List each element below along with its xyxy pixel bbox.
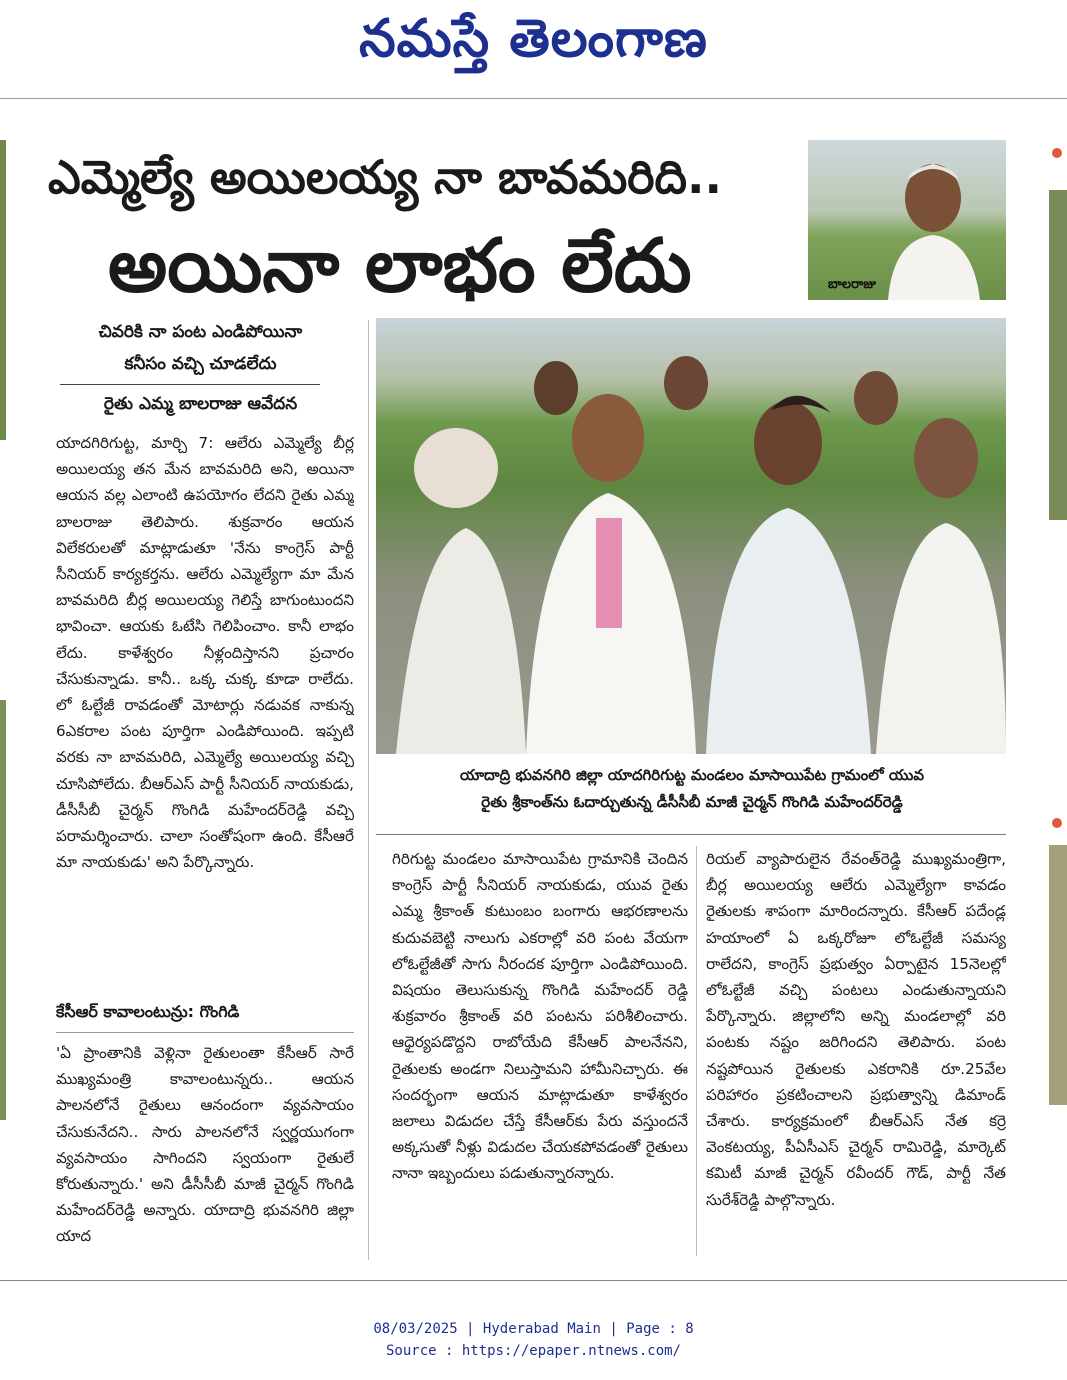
adjacent-article-photo-left — [0, 140, 6, 440]
adjacent-article-photo-right-2 — [1049, 845, 1067, 1105]
bullet-dot-icon — [1052, 818, 1062, 828]
bottom-rule — [0, 1280, 1067, 1281]
footer-edition: 08/03/2025 | Hyderabad Main | Page : 8 — [373, 1321, 694, 1337]
newspaper-logo: నమస్తే తెలంగాణ — [359, 8, 708, 69]
adjacent-article-photo-right — [1049, 190, 1067, 520]
article-column-2 — [392, 846, 688, 1258]
caption-rule — [376, 834, 1006, 835]
headline-line2: అయినా లాభం లేదు — [108, 223, 692, 309]
portrait-figure-icon — [808, 140, 1006, 300]
deck-rule — [60, 384, 320, 385]
inset-photo-label: బాలరాజు — [828, 277, 876, 292]
deck-line3: రైతు ఎమ్మ బాలరాజు ఆవేదన — [103, 394, 298, 414]
footer — [0, 1318, 1067, 1362]
subhead-rule — [56, 1032, 354, 1033]
deck — [48, 316, 353, 380]
footer-source-link[interactable]: Source : https://epaper.ntnews.com/ — [385, 1343, 681, 1359]
column-divider — [368, 320, 369, 1260]
article-subhead: కేసీఆర్ కావాలంటున్రు: గొంగిడి — [56, 1002, 240, 1021]
masthead-rule — [0, 98, 1067, 99]
bullet-dot-icon — [1052, 148, 1062, 158]
headline-line1: ఎమ్మెల్యే అయిలయ్య నా బావమరిది.. — [48, 150, 722, 204]
photo-caption-line2: రైతు శ్రీకాంత్‌ను ఓదార్చుతున్న డీసీసీబీ మాజీ చైర్మన్ గొంగిడి మహేందర్‌రెడ్డి — [481, 793, 903, 811]
article-column-1 — [56, 430, 354, 990]
photo-caption-line1: యాదాద్రి భువనగిరి జిల్లా యాదగిరిగుట్ట మండలం మాసాయిపేట గ్రామంలో యువ — [459, 766, 925, 784]
deck-line2: కనీసం వచ్చి చూడలేదు — [124, 354, 277, 374]
main-news-photo — [376, 318, 1006, 754]
article-column-3 — [706, 846, 1006, 1258]
deck-line1: చివరికి నా పంట ఎండిపోయినా — [98, 322, 303, 342]
inset-portrait-photo — [808, 140, 1006, 300]
adjacent-article-photo-left-2 — [0, 700, 6, 1120]
article-paragraph: 'ఏ ప్రాంతానికి వెళ్లినా రైతులంతా కేసీఆర్ సారే ముఖ్యమంత్రి కావాలంటున్నరు.. ఆయన పాలనలోనే రైతులు ఆనందంగా వ్యవసాయం చేసుకునేదని.. సారు పాలనలోనే స్వర్ణయుగంగా వ్యవసాయం సాగిందని స్వయంగా రైతులే కోరుతున్నారు.' అని డీసీసీబీ మాజీ చైర్మన్ గొంగిడి మహేందర్‌రెడ్డి అన్నారు. యాదాద్రి భువనగిరి జిల్లా యాద — [56, 1044, 354, 1246]
column-divider — [696, 846, 697, 1256]
masthead — [0, 0, 1067, 80]
article-paragraph: యాదగిరిగుట్ట, మార్చి 7: ఆలేరు ఎమ్మెల్యే బీర్ల అయిలయ్య తన మేన బావమరిది అని, అయినా ఆయన వల్ల ఎలాంటి ఉపయోగం లేదని రైతు ఎమ్మ బాలరాజు తెలిపారు. శుక్రవారం ఆయన విలేకరులతో మాట్లాడుతూ 'నేను కాంగ్రెస్ పార్టీ సీనియర్ కార్యకర్తను. ఆలేరు ఎమ్మెల్యేగా మా మేన బావమరిది బీర్ల అయిలయ్య గెలిస్తే బాగుంటుందని భావించా. ఆయకు ఓటేసి గెలిపించాం. కానీ లాభం లేదు. కాళేశ్వరం నీళ్లందిస్తానని ప్రచారం చేసుకున్నాడు. కానీ.. ఒక్క చుక్క కూడా రాలేదు. లో ఓల్టేజీ రావడంతో మోటార్లు నడువక నాకున్న 6ఎకరాల పంట పూర్తిగా ఎండిపోయింది. ఇప్పటి వరకు నా బావమరిది, ఎమ్మెల్యే అయిలయ్య వచ్చి చూసిపోలేదు. బీఆర్‌ఎస్ పార్టీ సీనియర్ నాయకుడు, డీసీసీబీ చైర్మన్ గొంగిడి మహేందర్‌రెడ్డి వచ్చి పరామర్శించారు. చాలా సంతోషంగా ఉంది. కేసీఆరే మా నాయకుడు' అని పేర్కొన్నారు. — [56, 434, 354, 872]
article-column-1b — [56, 1040, 354, 1260]
article-paragraph: గిరిగుట్ట మండలం మాసాయిపేట గ్రామానికి చెందిన కాంగ్రెస్ పార్టీ సీనియర్ నాయకుడు, యువ రైతు ఎమ్మ శ్రీకాంత్ కుటుంబం బంగారు ఆభరణాలను కుదువబెట్టి నాలుగు ఎకరాల్లో వరి పంట వేయగా లోఓల్టేజీతో సాగు నీరందక పూర్తిగా ఎండిపోయింది. విషయం తెలుసుకున్న గొంగిడి మహేందర్ రెడ్డి శుక్రవారం శ్రీకాంత్ వరి పంటను పరిశీలించారు. ఆధైర్యపడొద్దని రాబోయేది కేసీఆర్ పాలనేనని, రైతులకు అండగా నిలుస్తామని హామీనిచ్చారు. ఈ సందర్భంగా ఆయన మాట్లాడుతూ కాళేశ్వరం జలాలు విడుదల చేస్తే కేసీఆర్‌కు పేరు వస్తుందనే అక్కసుతో నీళ్లు విడుదల చేయకపోవడంతో రైతులు నానా ఇబ్బందులు పడుతున్నారన్నారు. — [392, 850, 688, 1183]
photo-people-illustration — [376, 318, 1006, 754]
article-paragraph: రియల్ వ్యాపారులైన రేవంత్‌రెడ్డి ముఖ్యమంత్రిగా, బీర్ల అయిలయ్య ఆలేరు ఎమ్మెల్యేగా కావడం రైతులకు శాపంగా మారిందన్నారు. కేసీఆర్ పదేండ్ల హయాంలో ఏ ఒక్కరోజూ లోఓల్టేజీ సమస్య రాలేదని, కాంగ్రెస్ ప్రభుత్వం ఏర్పాటైన 15నెలల్లో లోఓల్టేజీ వచ్చి పంటలు ఎండుతున్నాయని పేర్కొన్నారు. జిల్లాలోని అన్ని మండలాల్లో వరి పంటకు నష్టం జరిగిందని తెలిపారు. పంట నష్టపోయిన రైతులకు ఎకరానికి రూ.25వేల పరిహారం ప్రకటించాలని ప్రభుత్వాన్ని డిమాండ్ చేశారు. కార్యక్రమంలో బీఆర్‌ఎస్ నేత కర్రె వెంకటయ్య, పీఏసీఎస్ చైర్మన్ రామిరెడ్డి, మార్కెట్ కమిటీ మాజీ చైర్మన్ రవీందర్ గౌడ్, పార్టీ నేత సురేశ్‌రెడ్డి పాల్గొన్నారు. — [706, 850, 1006, 1209]
photo-caption — [380, 762, 1004, 816]
